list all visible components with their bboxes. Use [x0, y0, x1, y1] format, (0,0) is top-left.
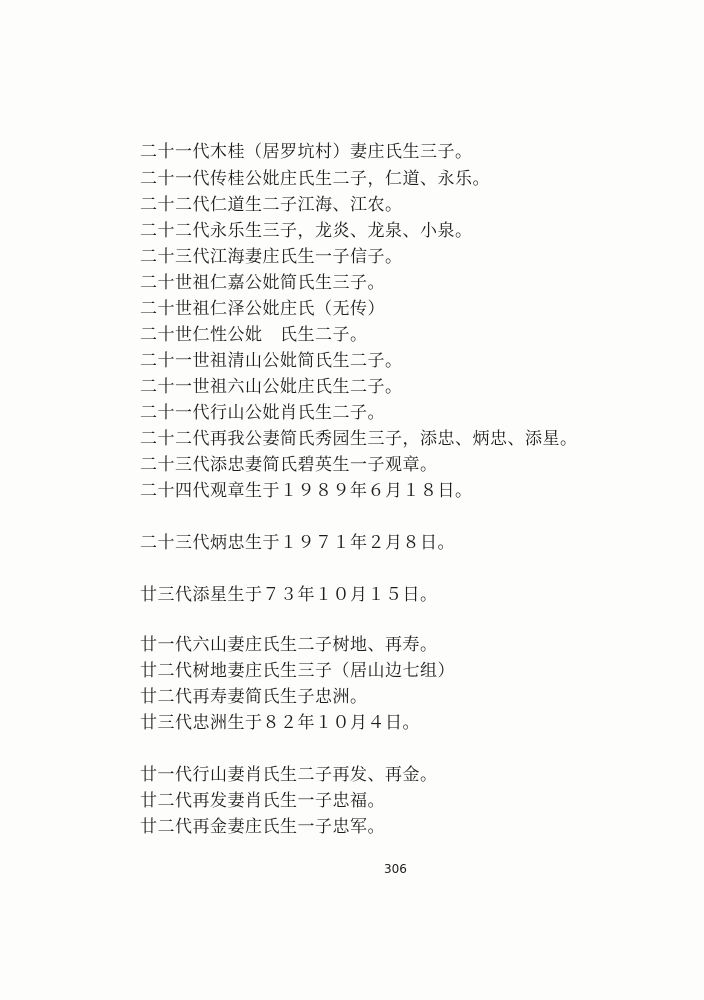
text-line: 廿二代再寿妻简氏生子忠洲。 — [140, 687, 368, 707]
text-line: 廿二代树地妻庄氏生三子（居山边七组） — [140, 661, 455, 681]
text-line: 二十四代观章生于１９８９年６月１８日。 — [140, 481, 473, 501]
page-number: 306 — [384, 862, 407, 876]
text-line: 二十一代木桂（居罗坑村）妻庄氏生三子。 — [140, 142, 473, 162]
text-line: 二十世仁性公妣 氏生二子。 — [140, 325, 368, 345]
text-line: 二十世祖仁嘉公妣简氏生三子。 — [140, 273, 385, 293]
text-line: 廿一代行山妻肖氏生二子再发、再金。 — [140, 765, 438, 785]
text-line: 二十一代行山公妣肖氏生二子。 — [140, 403, 385, 423]
text-line: 二十三代炳忠生于１９７１年２月８日。 — [140, 533, 455, 553]
text-line: 二十二代永乐生三子，龙炎、龙泉、小泉。 — [140, 221, 473, 241]
text-line: 二十一世祖清山公妣简氏生二子。 — [140, 351, 403, 371]
text-line: 廿二代再金妻庄氏生一子忠军。 — [140, 817, 385, 837]
text-line: 廿三代添星生于７３年１０月１５日。 — [140, 585, 438, 605]
text-line: 二十三代江海妻庄氏生一子信子。 — [140, 247, 403, 267]
text-line: 廿一代六山妻庄氏生二子树地、再寿。 — [140, 635, 438, 655]
text-line: 二十一世祖六山公妣庄氏生二子。 — [140, 377, 403, 397]
text-line: 廿三代忠洲生于８２年１０月４日。 — [140, 713, 420, 733]
text-line: 二十二代再我公妻简氏秀园生三子，添忠、炳忠、添星。 — [140, 429, 578, 449]
text-line: 二十三代添忠妻简氏碧英生一子观章。 — [140, 455, 438, 475]
text-line: 二十世祖仁泽公妣庄氏（无传） — [140, 299, 385, 319]
text-line: 二十一代传桂公妣庄氏生二子，仁道、永乐。 — [140, 169, 490, 189]
text-line: 二十二代仁道生二子江海、江农。 — [140, 195, 403, 215]
text-line: 廿二代再发妻肖氏生一子忠福。 — [140, 791, 385, 811]
